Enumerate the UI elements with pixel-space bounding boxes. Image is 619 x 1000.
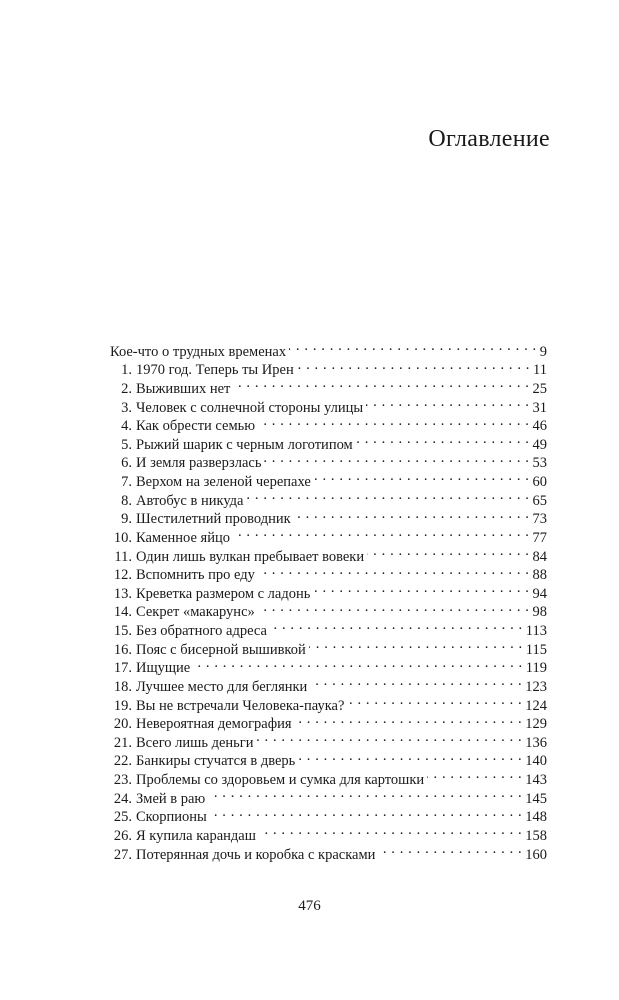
toc-entry-title: Пояс с бисерной вышивкой: [136, 641, 306, 658]
toc-entry-page: 145: [525, 790, 547, 807]
toc-entry-number: 21.: [113, 734, 132, 751]
toc-dot-leader: [314, 467, 530, 486]
toc-entry-number: 24.: [113, 790, 132, 807]
toc-entry-page: 60: [532, 474, 547, 490]
toc-list: [110, 337, 547, 863]
toc-entry-number: 27.: [113, 846, 132, 863]
toc-entry-title: Змей в раю: [136, 790, 206, 807]
toc-entry-number: 12.: [113, 567, 132, 584]
toc-entry-title: Каменное яйцо: [136, 529, 230, 546]
toc-entry-number: 6.: [121, 455, 132, 472]
toc-entry-title: Автобус в никуда: [136, 492, 244, 509]
toc-entry-number: 18.: [113, 678, 132, 695]
toc-entry-title: Верхом на зеленой черепахе: [136, 474, 311, 490]
toc-dot-leader: [264, 449, 529, 468]
toc-entry-number: 19.: [113, 697, 132, 714]
toc-entry-title: Проблемы со здоровьем и сумка для картошки: [136, 772, 425, 788]
toc-dot-leader: [295, 710, 523, 729]
toc-entry-page: 160: [525, 846, 547, 863]
toc-dot-leader: [427, 765, 522, 784]
toc-entry-page: 88: [532, 567, 547, 584]
toc-entry: [110, 337, 547, 360]
toc-dot-leader: [233, 523, 530, 542]
toc-entry-number: 14.: [113, 604, 132, 621]
toc-entry-page: 143: [525, 772, 547, 788]
toc-entry-page: 9: [539, 343, 547, 360]
toc-entry-page: 73: [532, 511, 547, 528]
toc-entry-page: 46: [532, 418, 547, 435]
toc-dot-leader: [356, 430, 530, 449]
toc-dot-leader: [309, 635, 523, 654]
toc-entry-page: 119: [525, 660, 547, 677]
toc-dot-leader: [193, 654, 523, 673]
toc-entry-title: Кое-что о трудных временах: [110, 343, 287, 360]
toc-dot-leader: [297, 356, 530, 375]
toc-dot-leader: [208, 784, 522, 803]
toc-entry-title: Шестилетний проводник: [136, 511, 291, 528]
toc-entry-number: 8.: [121, 492, 132, 509]
toc-entry-title: Скорпионы: [136, 809, 207, 826]
toc-dot-leader: [367, 542, 529, 561]
toc-entry-title: И земля разверзлась: [136, 455, 262, 472]
toc-dot-leader: [294, 505, 530, 524]
toc-entry-number: 5.: [121, 436, 132, 453]
toc-entry-number: 17.: [113, 660, 132, 677]
toc-entry-number: 22.: [113, 753, 132, 770]
toc-entry-page: 123: [525, 678, 547, 695]
toc-entry-title: Без обратного адреса: [136, 623, 267, 639]
toc-entry-page: 49: [532, 436, 547, 453]
toc-entry-page: 148: [525, 809, 547, 826]
toc-entry-number: 11.: [114, 548, 132, 565]
toc-entry-page: 31: [532, 399, 547, 416]
toc-entry-page: 25: [532, 380, 547, 397]
toc-entry-number: 16.: [113, 641, 132, 658]
toc-entry-page: 140: [525, 753, 547, 770]
toc-entry-title: Вы не встречали Человека-паука?: [136, 697, 345, 714]
toc-entry-number: 23.: [113, 772, 132, 788]
toc-entry-title: Креветка размером с ладонь: [136, 585, 311, 602]
toc-entry-page: 129: [525, 716, 547, 733]
toc-entry-number: 10.: [113, 529, 132, 546]
toc-entry-title: Я купила карандаш: [136, 827, 256, 844]
toc-entry-title: 1970 год. Теперь ты Ирен: [136, 362, 294, 379]
toc-entry-page: 84: [532, 548, 547, 565]
toc-entry-title: Банкиры стучатся в дверь: [136, 753, 296, 770]
toc-dot-leader: [310, 672, 522, 691]
page-number: 476: [298, 898, 321, 914]
toc-entry-title: Лучшее место для беглянки: [136, 678, 308, 695]
toc-entry-page: 53: [532, 455, 547, 472]
toc-entry-page: 113: [525, 623, 547, 639]
toc-dot-leader: [366, 393, 529, 412]
toc-entry-title: Рыжий шарик с черным логотипом: [136, 436, 353, 453]
toc-entry-page: 11: [533, 362, 547, 379]
toc-entry-page: 124: [525, 697, 547, 714]
toc-entry-number: 26.: [113, 827, 132, 844]
toc-entry-title: Потерянная дочь и коробка с красками: [136, 846, 376, 863]
toc-title: Оглавление: [428, 126, 550, 152]
toc-entry-number: 25.: [113, 809, 132, 826]
toc-entry-page: 98: [532, 604, 547, 621]
toc-entry-number: 20.: [113, 716, 132, 733]
toc-entry-number: 4.: [121, 418, 132, 435]
toc-entry-page: 115: [525, 641, 547, 658]
toc-entry-number: 7.: [121, 474, 132, 490]
toc-dot-leader: [259, 821, 522, 840]
toc-dot-leader: [289, 337, 537, 356]
toc-entry-title: Невероятная демография: [136, 716, 292, 733]
toc-entry-number: 3.: [121, 399, 132, 416]
toc-entry-title: Секрет «макарунс»: [136, 604, 255, 621]
toc-entry-number: 15.: [113, 623, 132, 639]
toc-entry-title: Один лишь вулкан пребывает вовеки: [136, 548, 365, 565]
toc-dot-leader: [258, 561, 530, 580]
toc-dot-leader: [246, 486, 529, 505]
toc-entry-page: 94: [532, 585, 547, 602]
toc-dot-leader: [258, 598, 530, 617]
toc-entry-title: Вспомнить про еду: [136, 567, 255, 584]
toc-entry-title: Ищущие: [136, 660, 191, 677]
toc-entry-number: 2.: [121, 380, 132, 397]
toc-dot-leader: [270, 616, 523, 635]
toc-entry-page: 136: [525, 734, 547, 751]
toc-dot-leader: [256, 728, 522, 747]
toc-entry-title: Всего лишь деньги: [136, 734, 254, 751]
toc-dot-leader: [378, 840, 522, 859]
toc-entry-title: Выживших нет: [136, 380, 231, 397]
toc-entry-page: 77: [532, 529, 547, 546]
toc-dot-leader: [258, 412, 529, 431]
toc-entry-page: 65: [532, 492, 547, 509]
toc-dot-leader: [313, 579, 529, 598]
toc-entry-title: Как обрести семью: [136, 418, 256, 435]
toc-dot-leader: [233, 374, 529, 393]
toc-entry-number: 9.: [121, 511, 132, 528]
toc-dot-leader: [347, 691, 522, 710]
toc-entry-title: Человек с солнечной стороны улицы: [136, 399, 364, 416]
toc-dot-leader: [298, 747, 522, 766]
toc-entry-number: 1.: [121, 362, 132, 379]
toc-entry-number: 13.: [113, 585, 132, 602]
toc-dot-leader: [210, 803, 522, 822]
toc-entry-page: 158: [525, 827, 547, 844]
